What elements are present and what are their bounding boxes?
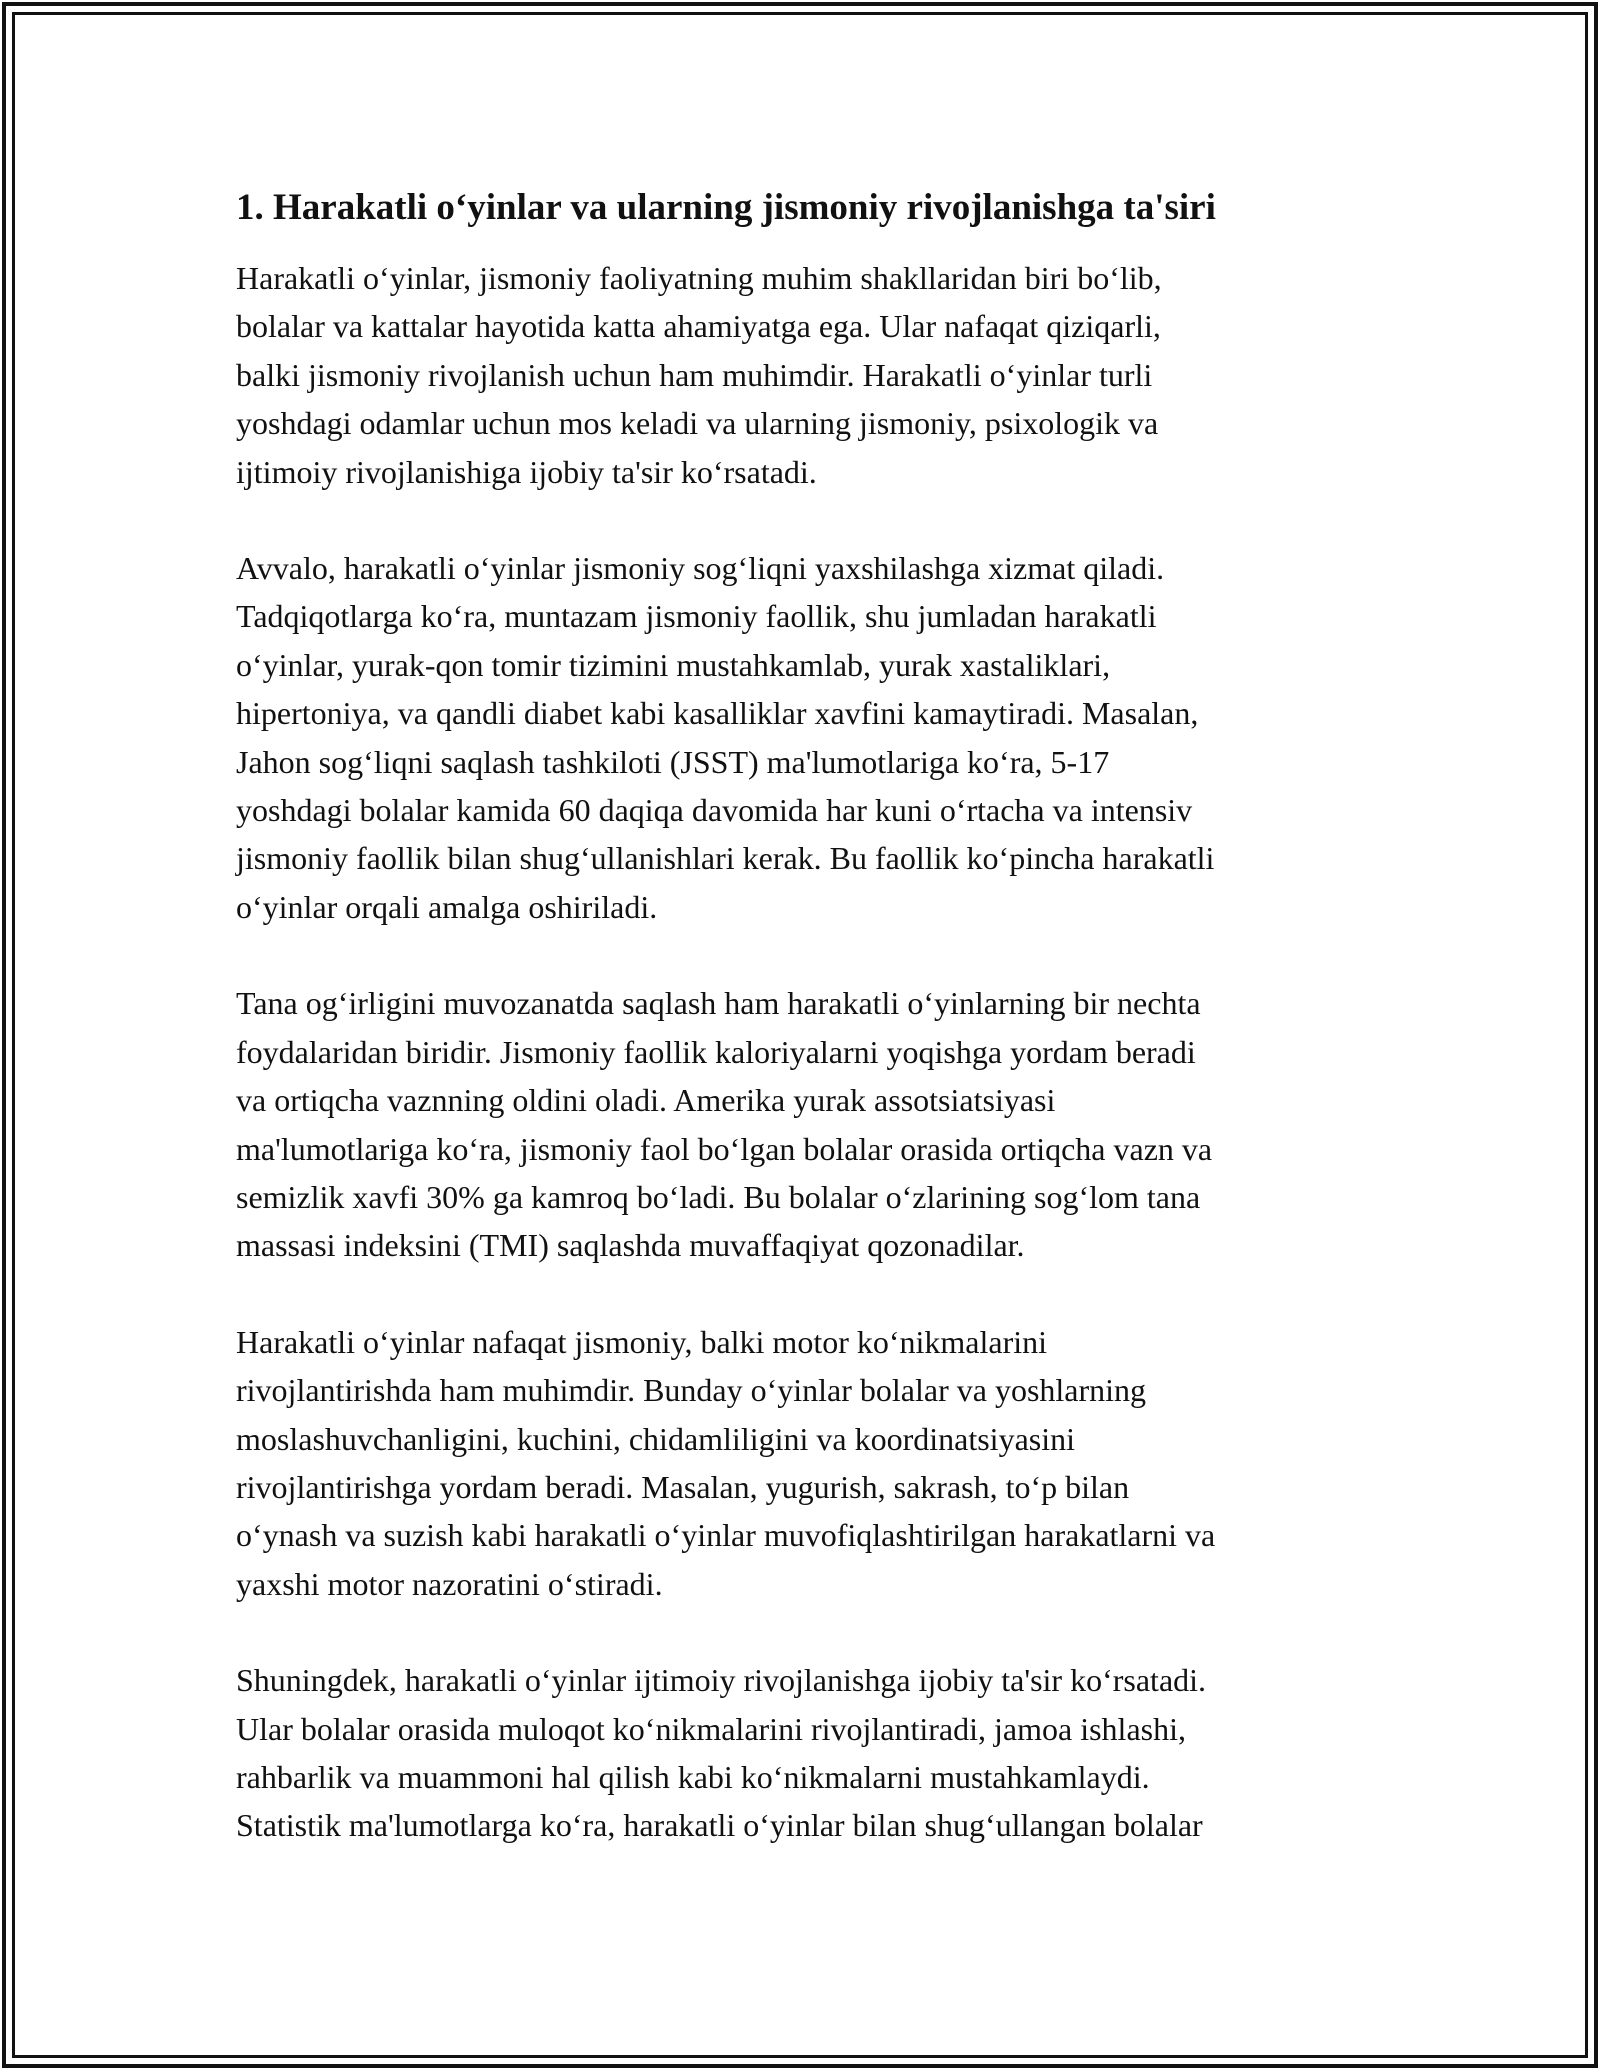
- text-line: o‘yinlar orqali amalga oshiriladi.: [236, 888, 658, 925]
- paragraph-social: [236, 1656, 1366, 1850]
- text-line: hipertoniya, va qandli diabet kabi kasalliklar xavfini kamaytiradi. Masalan,: [236, 695, 1199, 732]
- section-title: 1. Harakatli o‘yinlar va ularning jismoniy rivojlanishga ta'siri: [236, 187, 1216, 228]
- text-line: Ular bolalar orasida muloqot ko‘nikmalarini rivojlantiradi, jamoa ishlashi,: [236, 1710, 1186, 1747]
- text-line: semizlik xavfi 30% ga kamroq bo‘ladi. Bu bolalar o‘zlarining sog‘lom tana: [236, 1178, 1201, 1215]
- text-line: massasi indeksini (TMI) saqlashda muvaffaqiyat qozonadilar.: [236, 1227, 1025, 1264]
- text-line: Shuningdek, harakatli o‘yinlar ijtimoiy rivojlanishga ijobiy ta'sir ko‘rsatadi.: [236, 1662, 1207, 1699]
- text-line: ma'lumotlariga ko‘ra, jismoniy faol bo‘lgan bolalar orasida ortiqcha vazn va: [236, 1130, 1213, 1167]
- text-line: rivojlantirishga yordam beradi. Masalan, yugurish, sakrash, to‘p bilan: [236, 1468, 1130, 1505]
- text-line: foydalaridan biridir. Jismoniy faollik kaloriyalarni yoqishga yordam beradi: [236, 1033, 1196, 1070]
- text-line: yoshdagi odamlar uchun mos keladi va ularning jismoniy, psixologik va: [236, 405, 1159, 442]
- text-line: jismoniy faollik bilan shug‘ullanishlari kerak. Bu faollik ko‘pincha harakatli: [236, 840, 1215, 877]
- text-line: o‘ynash va suzish kabi harakatli o‘yinlar muvofiqlashtirilgan harakatlarni va: [236, 1517, 1216, 1554]
- text-line: bolalar va kattalar hayotida katta ahamiyatga ega. Ular nafaqat qiziqarli,: [236, 308, 1161, 345]
- text-line: o‘yinlar, yurak-qon tomir tizimini mustahkamlab, yurak xastaliklari,: [236, 646, 1111, 683]
- paragraph-motor-skills: [236, 1318, 1366, 1608]
- text-line: Statistik ma'lumotlarga ko‘ra, harakatli o‘yinlar bilan shug‘ullangan bolalar: [236, 1807, 1203, 1844]
- text-line: Avvalo, harakatli o‘yinlar jismoniy sog‘liqni yaxshilashga xizmat qiladi.: [236, 550, 1165, 587]
- text-line: rahbarlik va muammoni hal qilish kabi ko‘nikmalarni mustahkamlaydi.: [236, 1758, 1150, 1795]
- paragraph-intro: [236, 254, 1366, 496]
- text-line: ijtimoiy rivojlanishiga ijobiy ta'sir ko‘rsatadi.: [236, 453, 817, 490]
- paragraph-weight: [236, 979, 1366, 1269]
- paragraph-health: [236, 544, 1366, 931]
- text-line: moslashuvchanligini, kuchini, chidamliligini va koordinatsiyasini: [236, 1420, 1075, 1457]
- text-line: Harakatli o‘yinlar nafaqat jismoniy, balki motor ko‘nikmalarini: [236, 1323, 1048, 1360]
- text-line: balki jismoniy rivojlanish uchun ham muhimdir. Harakatli o‘yinlar turli: [236, 356, 1153, 393]
- text-line: Tadqiqotlarga ko‘ra, muntazam jismoniy faollik, shu jumladan harakatli: [236, 598, 1157, 635]
- text-line: Harakatli o‘yinlar, jismoniy faoliyatning muhim shakllaridan biri bo‘lib,: [236, 260, 1162, 296]
- text-line: Jahon sog‘liqni saqlash tashkiloti (JSST) ma'lumotlariga ko‘ra, 5-17: [236, 743, 1110, 780]
- text-line: rivojlantirishda ham muhimdir. Bunday o‘yinlar bolalar va yoshlarning: [236, 1372, 1147, 1409]
- text-line: yoshdagi bolalar kamida 60 daqiqa davomida har kuni o‘rtacha va intensiv: [236, 792, 1193, 829]
- text-line: yaxshi motor nazoratini o‘stiradi.: [236, 1565, 663, 1602]
- document-body: [236, 184, 1366, 1850]
- text-line: Tana og‘irligini muvozanatda saqlash ham harakatli o‘yinlarning bir nechta: [236, 985, 1201, 1022]
- text-line: va ortiqcha vaznning oldini oladi. Amerika yurak assotsiatsiyasi: [236, 1082, 1056, 1119]
